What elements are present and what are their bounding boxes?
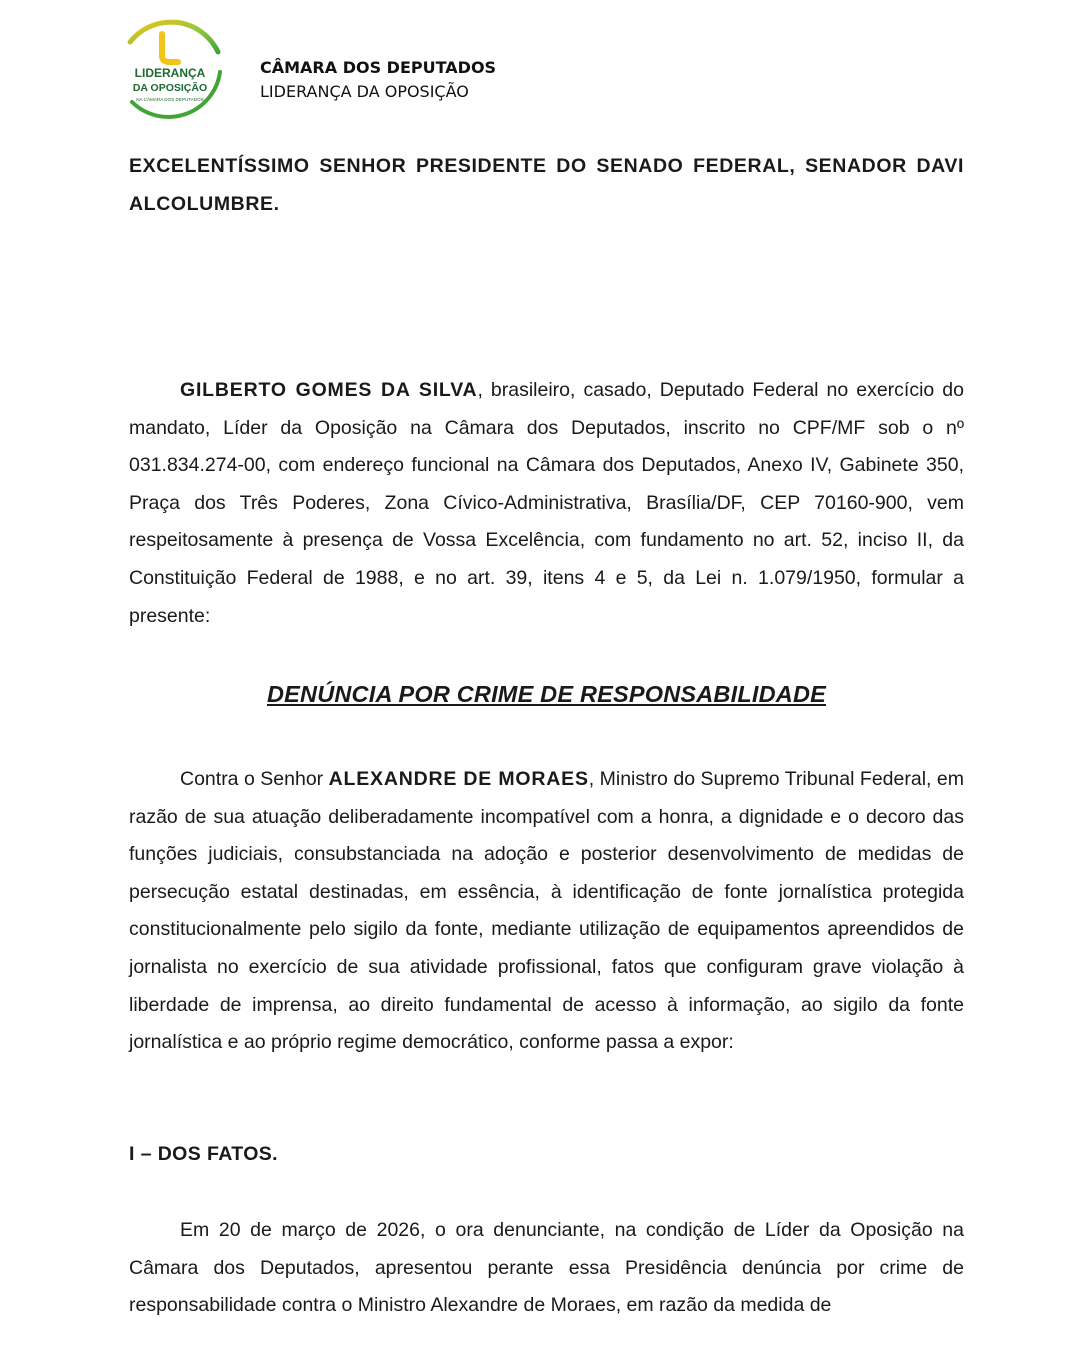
section-heading: I – DOS FATOS. [129, 1143, 278, 1165]
petitioner-name: GILBERTO GOMES DA SILVA [180, 379, 478, 401]
logo-line1: LIDERANÇA [134, 66, 206, 80]
facts-paragraph: Em 20 de março de 2026, o ora denunciante, na condição de Líder da Oposição na Câmara dos Deputados, apresentou perante essa Presidência denúncia por crime de responsabilidade contra o Ministro Alexandre de Moraes, em razão da medida de [129, 1219, 964, 1317]
accused-name: ALEXANDRE DE MORAES [328, 768, 589, 790]
logo-line3: NA CÂMARA DOS DEPUTADOS [136, 97, 204, 102]
against-paragraph [129, 761, 964, 1062]
intro-text: , brasileiro, casado, Deputado Federal no exercício do mandato, Líder da Oposição na Câmara dos Deputados, inscrito no CPF/MF sob o nº 031.834.274-00, com endereço funcional na Câmara dos Deputados, Anexo IV, Gabinete 350, Praça dos Três Poderes, Zona Cívico-Administrativa, Brasília/DF, CEP 70160-900, vem respeitosamente à presença de Vossa Excelência, com fundamento no art. 52, inciso II, da Constituição Federal de 1988, e no art. 39, itens 4 e 5, da Lei n. 1.079/1950, formular a presente: [129, 379, 964, 627]
logo-line2: DA OPOSIÇÃO [132, 82, 208, 94]
institution-name: CÂMARA DOS DEPUTADOS [260, 58, 497, 77]
document-title: DENÚNCIA POR CRIME DE RESPONSABILIDADE [266, 681, 827, 707]
intro-paragraph [129, 372, 964, 635]
against-text: , Ministro do Supremo Tribunal Federal, em razão de sua atuação deliberadamente incompatível com a honra, a dignidade e o decoro das funções judiciais, consubstanciada na adoção e posterior desenvolvimento de medidas de persecução estatal destinadas, em essência, à identificação de fonte jornalística protegida constitucionalmente pelo sigilo da fonte, mediante utilização de equipamentos apreendidos de jornalista no exercício de sua atividade profissional, fatos que configuram grave violação à liberdade de imprensa, ao direito fundamental de acesso à informação, ao sigilo da fonte jornalística e ao próprio regime democrático, conforme passa a expor: [129, 768, 964, 1054]
letterhead [260, 56, 496, 104]
against-prefix: Contra o Senhor [180, 768, 329, 790]
office-name: LIDERANÇA DA OPOSIÇÃO [260, 82, 469, 101]
lideranca-oposicao-logo [112, 12, 228, 128]
addressee: EXCELENTÍSSIMO SENHOR PRESIDENTE DO SENADO FEDERAL, SENADOR DAVI ALCOLUMBRE. [129, 155, 964, 215]
